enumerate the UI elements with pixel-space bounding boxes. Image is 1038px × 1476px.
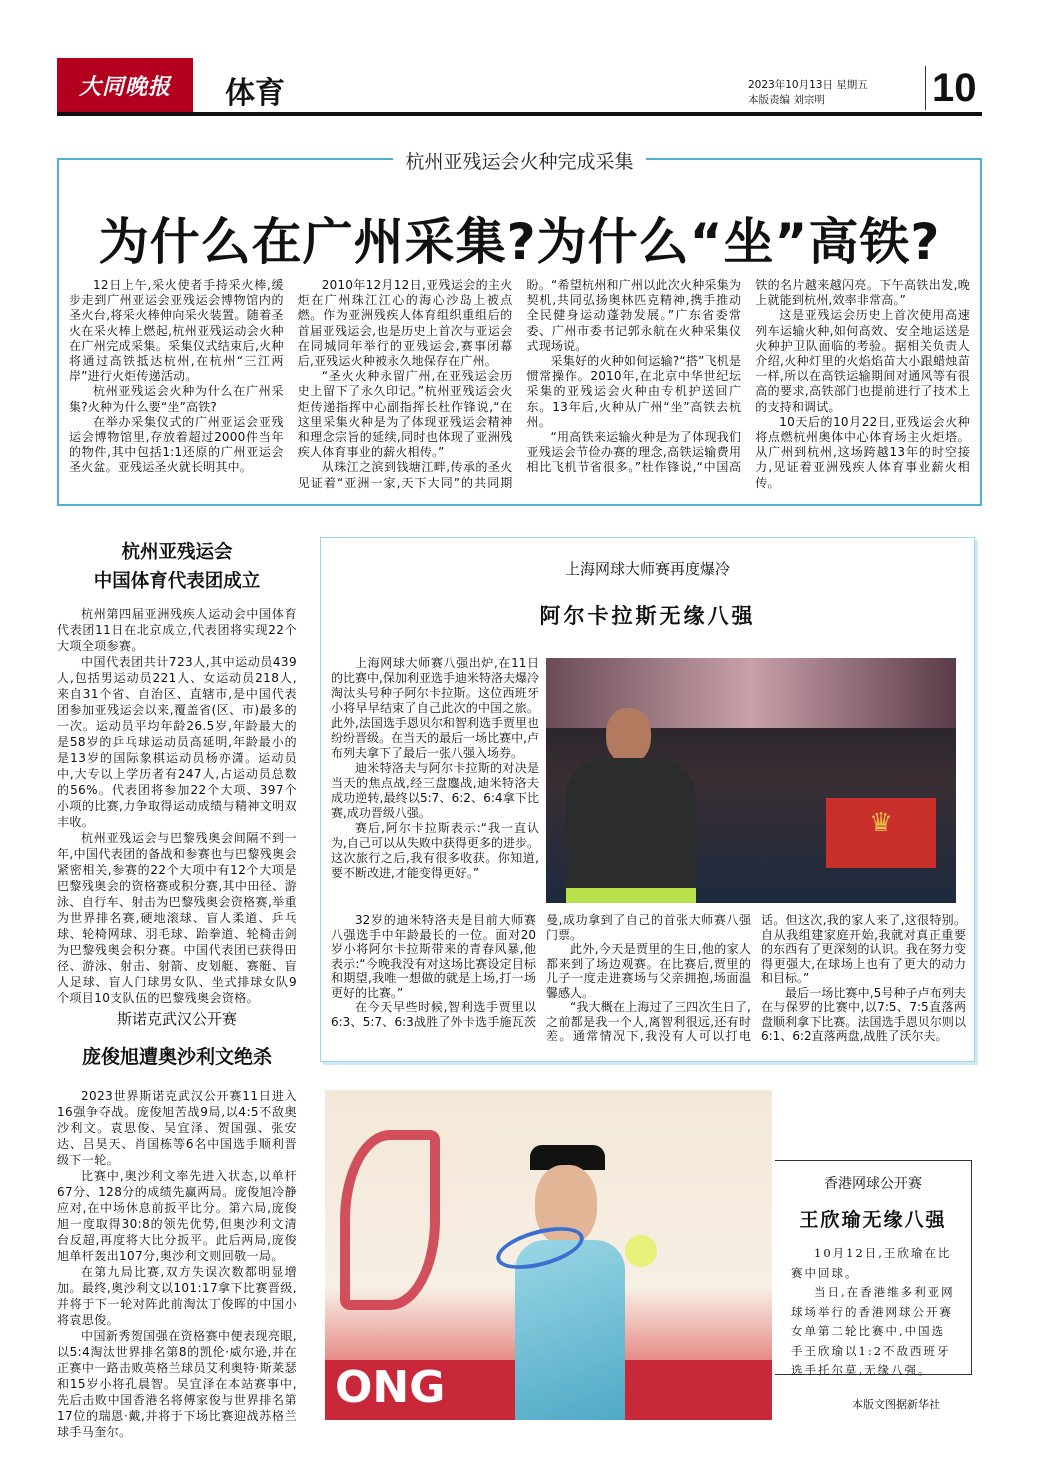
alcaraz-photo bbox=[546, 658, 956, 903]
paragraph: 12日上午,采火使者手持采火棒,缓步走到广州亚运会亚残运会博物馆内的圣火台,将采火棒伸向采火装置。随着圣火在采火棒上燃起,杭州亚残运动会火种在广州完成采集。采集仪式结束后,火种将通过高铁抵达杭州,在杭州“三江两岸”进行火炬传递活动。 bbox=[69, 278, 284, 384]
crown-logo-icon: ♛ bbox=[869, 808, 893, 838]
headline-line: 中国体育代表团成立 bbox=[93, 571, 261, 592]
paragraph: 中国新秀贺国强在资格赛中便表现亮眼,以5:4淘汰世界排名第8的凯伦·威尔逊,并在正赛中一路击败英格兰球员艾利奥特·斯莱瑟和15岁小将孔晨智。吴宜泽在本站赛事中,先后击败中国香港名将傅家俊与世界排名第17位的瑞恩·戴,并将于下场比赛迎战苏格兰球手马奎尔。 bbox=[57, 1329, 297, 1439]
page-editor: 本版责编 刘宗明 bbox=[748, 94, 825, 106]
masthead-rule bbox=[57, 112, 982, 116]
headline-line: 杭州亚残运会 bbox=[121, 542, 233, 563]
snooker-kicker: 斯诺克武汉公开赛 bbox=[116, 1010, 237, 1028]
shanghai-body-a bbox=[331, 656, 539, 881]
banner-text: ONG bbox=[335, 1362, 446, 1413]
paragraph: 杭州亚残运会火种为什么在广州采集?火种为什么要“坐”高铁? bbox=[69, 384, 284, 414]
shanghai-headline: 阿尔卡拉斯无缘八强 bbox=[539, 604, 756, 628]
paragraph: 杭州第四届亚洲残疾人运动会中国体育代表团11日在北京成立,代表团将实现22个大项全项参赛。 bbox=[57, 607, 297, 653]
shanghai-kicker: 上海网球大师赛再度爆冷 bbox=[564, 560, 730, 578]
shanghai-story bbox=[320, 537, 975, 1062]
top-story-kicker bbox=[59, 147, 980, 174]
page-number: 10 bbox=[932, 66, 977, 110]
paragraph: 比赛中,奥沙利文率先进入状态,以单杆67分、128分的成绩先赢两局。庞俊旭冷静应对,在中场休息前扳平比分。第六局,庞俊旭一度取得30:8的领先优势,但奥沙利文清台反超,再度将大比分扳平。此后两局,庞俊旭单杆轰出107分,奥沙利文则回敬一局。 bbox=[57, 1169, 297, 1263]
hongkong-kicker: 香港网球公开赛 bbox=[824, 1176, 922, 1192]
top-story-headline: 为什么在广州采集?为什么“坐”高铁? bbox=[98, 213, 941, 271]
paragraph: 从珠江之滨到钱塘江畔,传承的圣火见证着“亚洲一家,天下大同”的共同期盼。“希望杭州和广州以此次火种采集为契机,共同弘扬奥林匹克精神,携手推动全民健身运动蓬勃发展。”广东省委常委、广州市委书记郭永航在火种采集仪式现场说。 bbox=[297, 278, 742, 490]
snooker-body bbox=[57, 1088, 297, 1440]
tennis-ball bbox=[625, 1235, 657, 1267]
paragraph: “圣火火种永留广州,在亚残运会历史上留下了永久印记。”杭州亚残运会火炬传递指挥中心副指挥长杜作锋说,“在这里采集火种是为了体现亚残运会精神和理念宗旨的延续,同时也体现了亚洲残疾人体育事业的薪火相传。” bbox=[297, 369, 513, 460]
player-shirt bbox=[566, 758, 696, 903]
paragraph: 上海网球大师赛八强出炉,在11日的比赛中,保加利亚选手迪米特洛夫爆冷淘汰头号种子阿尔卡拉斯。这位西班牙小将早早结束了自己此次的中国之旅。此外,法国选手恩贝尔和智利选手贾里也纷纷晋级。在当天的最后一场比赛中,卢布列夫拿下了最后一张八强入场券。 bbox=[331, 656, 539, 760]
kicker-text: 杭州亚残运会火种完成采集 bbox=[393, 151, 645, 173]
section-title: 体育 bbox=[225, 76, 285, 111]
paragraph: 在今天早些时候,智利选手贾里以6:3、5:7、6:3战胜了外卡选手施瓦茨曼,成功拿到了自己的首张大师赛八强门票。 bbox=[331, 913, 751, 1029]
paragraph: 当日,在香港维多利亚网球场举行的香港网球公开赛女单第二轮比赛中,中国选手王欣瑜以1:2不敌西班牙选手托尔莫,无缘八强。 bbox=[791, 1285, 955, 1377]
paragraph: “用高铁来运输火种是为了体现我们亚残运会节俭办赛的理念,高铁运输费用相比飞机节省很多。”杜作锋说,“中国高铁的名片越来越闪亮。下午高铁出发,晚上就能到杭州,效率非常高。” bbox=[526, 278, 970, 475]
dateline bbox=[748, 78, 868, 108]
hongkong-headline: 王欣瑜无缘八强 bbox=[799, 1209, 947, 1231]
paragraph: “我大概在上海过了三四次生日了,之前都是我一个人,离智利很远,还有时差。通常情况下,我没有人可以打电话。但这次,我的家人来了,这很特别。自从我组建家庭开始,我就对真正重要的东西有了更深刻的认识。我在努力变得更强大,在球场上也有了更大的动力和目标。” bbox=[546, 913, 966, 1043]
paragraph: 赛后,阿尔卡拉斯表示:“我一直认为,自己可以从失败中获得更多的进步。这次旅行之后,我有很多收获。你知道,要不断改进,才能变得更好。” bbox=[331, 821, 539, 880]
issue-date: 2023年10月13日 星期五 bbox=[748, 79, 868, 91]
hongkong-body bbox=[775, 1232, 971, 1381]
photo-caption: 10月12日,王欣瑜在比赛中回球。 bbox=[791, 1246, 952, 1280]
paragraph: 采集好的火种如何运输?“搭”飞机是惯常操作。2010年,在北京中华世纪坛采集的亚残运会火种由专机护送回广东。13年后,火种从广州“坐”高铁去杭州。 bbox=[526, 354, 742, 429]
divider bbox=[925, 66, 926, 110]
shanghai-body-b bbox=[331, 913, 966, 1044]
paragraph: 在举办采集仪式的广州亚运会亚残运会博物馆里,存放着超过2000件当年的物件,其中包括1:1还原的广州亚运会圣火盆。亚残运圣火就长明其中。 bbox=[69, 414, 284, 475]
photo-credit: 本版文图据新华社 bbox=[852, 1398, 940, 1411]
paragraph: 最后一场比赛中,5号种子卢布列夫在与保罗的比赛中,以7:5、7:5直落两盘顺利拿下比赛。法国选手恩贝尔则以6:1、6:2直落两盘,战胜了沃尔夫。 bbox=[761, 985, 966, 1043]
top-story-body bbox=[69, 278, 970, 491]
banner-logo-shape bbox=[340, 1130, 440, 1310]
delegation-body bbox=[57, 606, 297, 1006]
paragraph: 迪米特洛夫与阿尔卡拉斯的对决是当天的焦点战,经三盘鏖战,迪米特洛夫成功逆转,最终以5:7、6:2、6:4拿下比赛,成功晋级八强。 bbox=[331, 761, 539, 820]
paragraph: 2023世界斯诺克武汉公开赛11日进入16强争夺战。庞俊旭苦战9局,以4:5不敌奥沙利文。袁思俊、吴宜泽、贺国强、张安达、吕昊天、肖国栋等6名中国选手顺利晋级下一轮。 bbox=[57, 1089, 297, 1167]
paragraph: 32岁的迪米特洛夫是目前大师赛八强选手中年龄最长的一位。面对20岁小将阿尔卡拉斯带来的青春风暴,他表示:“今晚我没有对这场比赛设定目标和期望,我唯一想做的就是上场,打一场更好的比赛。” bbox=[331, 913, 536, 1000]
paragraph: 这是亚残运会历史上首次使用高速列车运输火种,如何高效、安全地运送是火种护卫队面临的考验。据相关负责人介绍,火种灯里的火焰焰苗大小跟蜡烛苗一样,所以在高铁运输期间对通风等有很高的要求,高铁部门也提前进行了技术上的支持和调试。 bbox=[755, 308, 970, 414]
hongkong-story bbox=[775, 1160, 972, 1375]
delegation-headline bbox=[57, 538, 297, 596]
paragraph: 中国代表团共计723人,其中运动员439人,包括男运动员221人、女运动员218人,来自31个省、自治区、直辖市,是中国代表团参加亚残运会以来,覆盖省(区、市)最多的一次。运动员平均年龄26.5岁,年龄最大的是58岁的乒乓球运动员高延明,年龄最小的是13岁的国际象棋运动员杨亦潇。运动员中,大专以上学历者有247人,占运动员总数的56%。代表团将参加22个大项、397个小项的比赛,力争取得运动成绩与精神文明双丰收。 bbox=[57, 655, 297, 829]
player-head bbox=[606, 708, 651, 763]
paragraph: 2010年12月12日,亚残运会的主火炬在广州珠江江心的海心沙岛上被点燃。作为亚洲残疾人体育组织重组后的首届亚残运会,也是历史上首次与亚运会在同城同年举行的亚残运会,赛事闭幕后,亚残运火种被永久地保存在广州。 bbox=[297, 278, 513, 369]
paragraph: 杭州亚残运会与巴黎残奥会间隔不到一年,中国代表团的备战和参赛也与巴黎残奥会紧密相关,参赛的22个大项中有12个大项是巴黎残奥会的资格赛或积分赛,其中田径、游泳、自行车、射击为巴黎残奥会资格赛,举重为世界排名赛,硬地滚球、盲人柔道、乒乓球、轮椅网球、羽毛球、跆拳道、轮椅击剑为巴黎残奥会积分赛。中国代表团已获得田径、游泳、射击、射箭、皮划艇、赛艇、盲人足球、盲人门球男女队、坐式排球女队9个项目10支队伍的巴黎残奥会资格。 bbox=[57, 831, 297, 1005]
stadium-lights bbox=[546, 658, 956, 728]
newspaper-logo: 大同晚报 bbox=[57, 58, 193, 113]
paragraph: 此外,今天是贾里的生日,他的家人都来到了场边观赛。在比赛后,贾里的儿子一度走进赛场与父亲拥抱,场面温馨感人。 bbox=[546, 942, 751, 1000]
paragraph: 在第九局比赛,双方失误次数都明显增加。最终,奥沙利文以101:17拿下比赛晋级,并将于下一轮对阵此前淘汰丁俊晖的中国小将袁思俊。 bbox=[57, 1265, 297, 1327]
wang-xinyu-photo bbox=[325, 1090, 772, 1420]
top-story bbox=[57, 151, 982, 506]
snooker-headline: 庞俊旭遭奥沙利文绝杀 bbox=[81, 1046, 272, 1068]
paragraph: 10天后的10月22日,亚残运会火种将点燃杭州奥体中心体育场主火炬塔。从广州到杭州,这场跨越13年的时空接力,见证着亚洲残疾人体育事业薪火相传。 bbox=[755, 414, 970, 490]
